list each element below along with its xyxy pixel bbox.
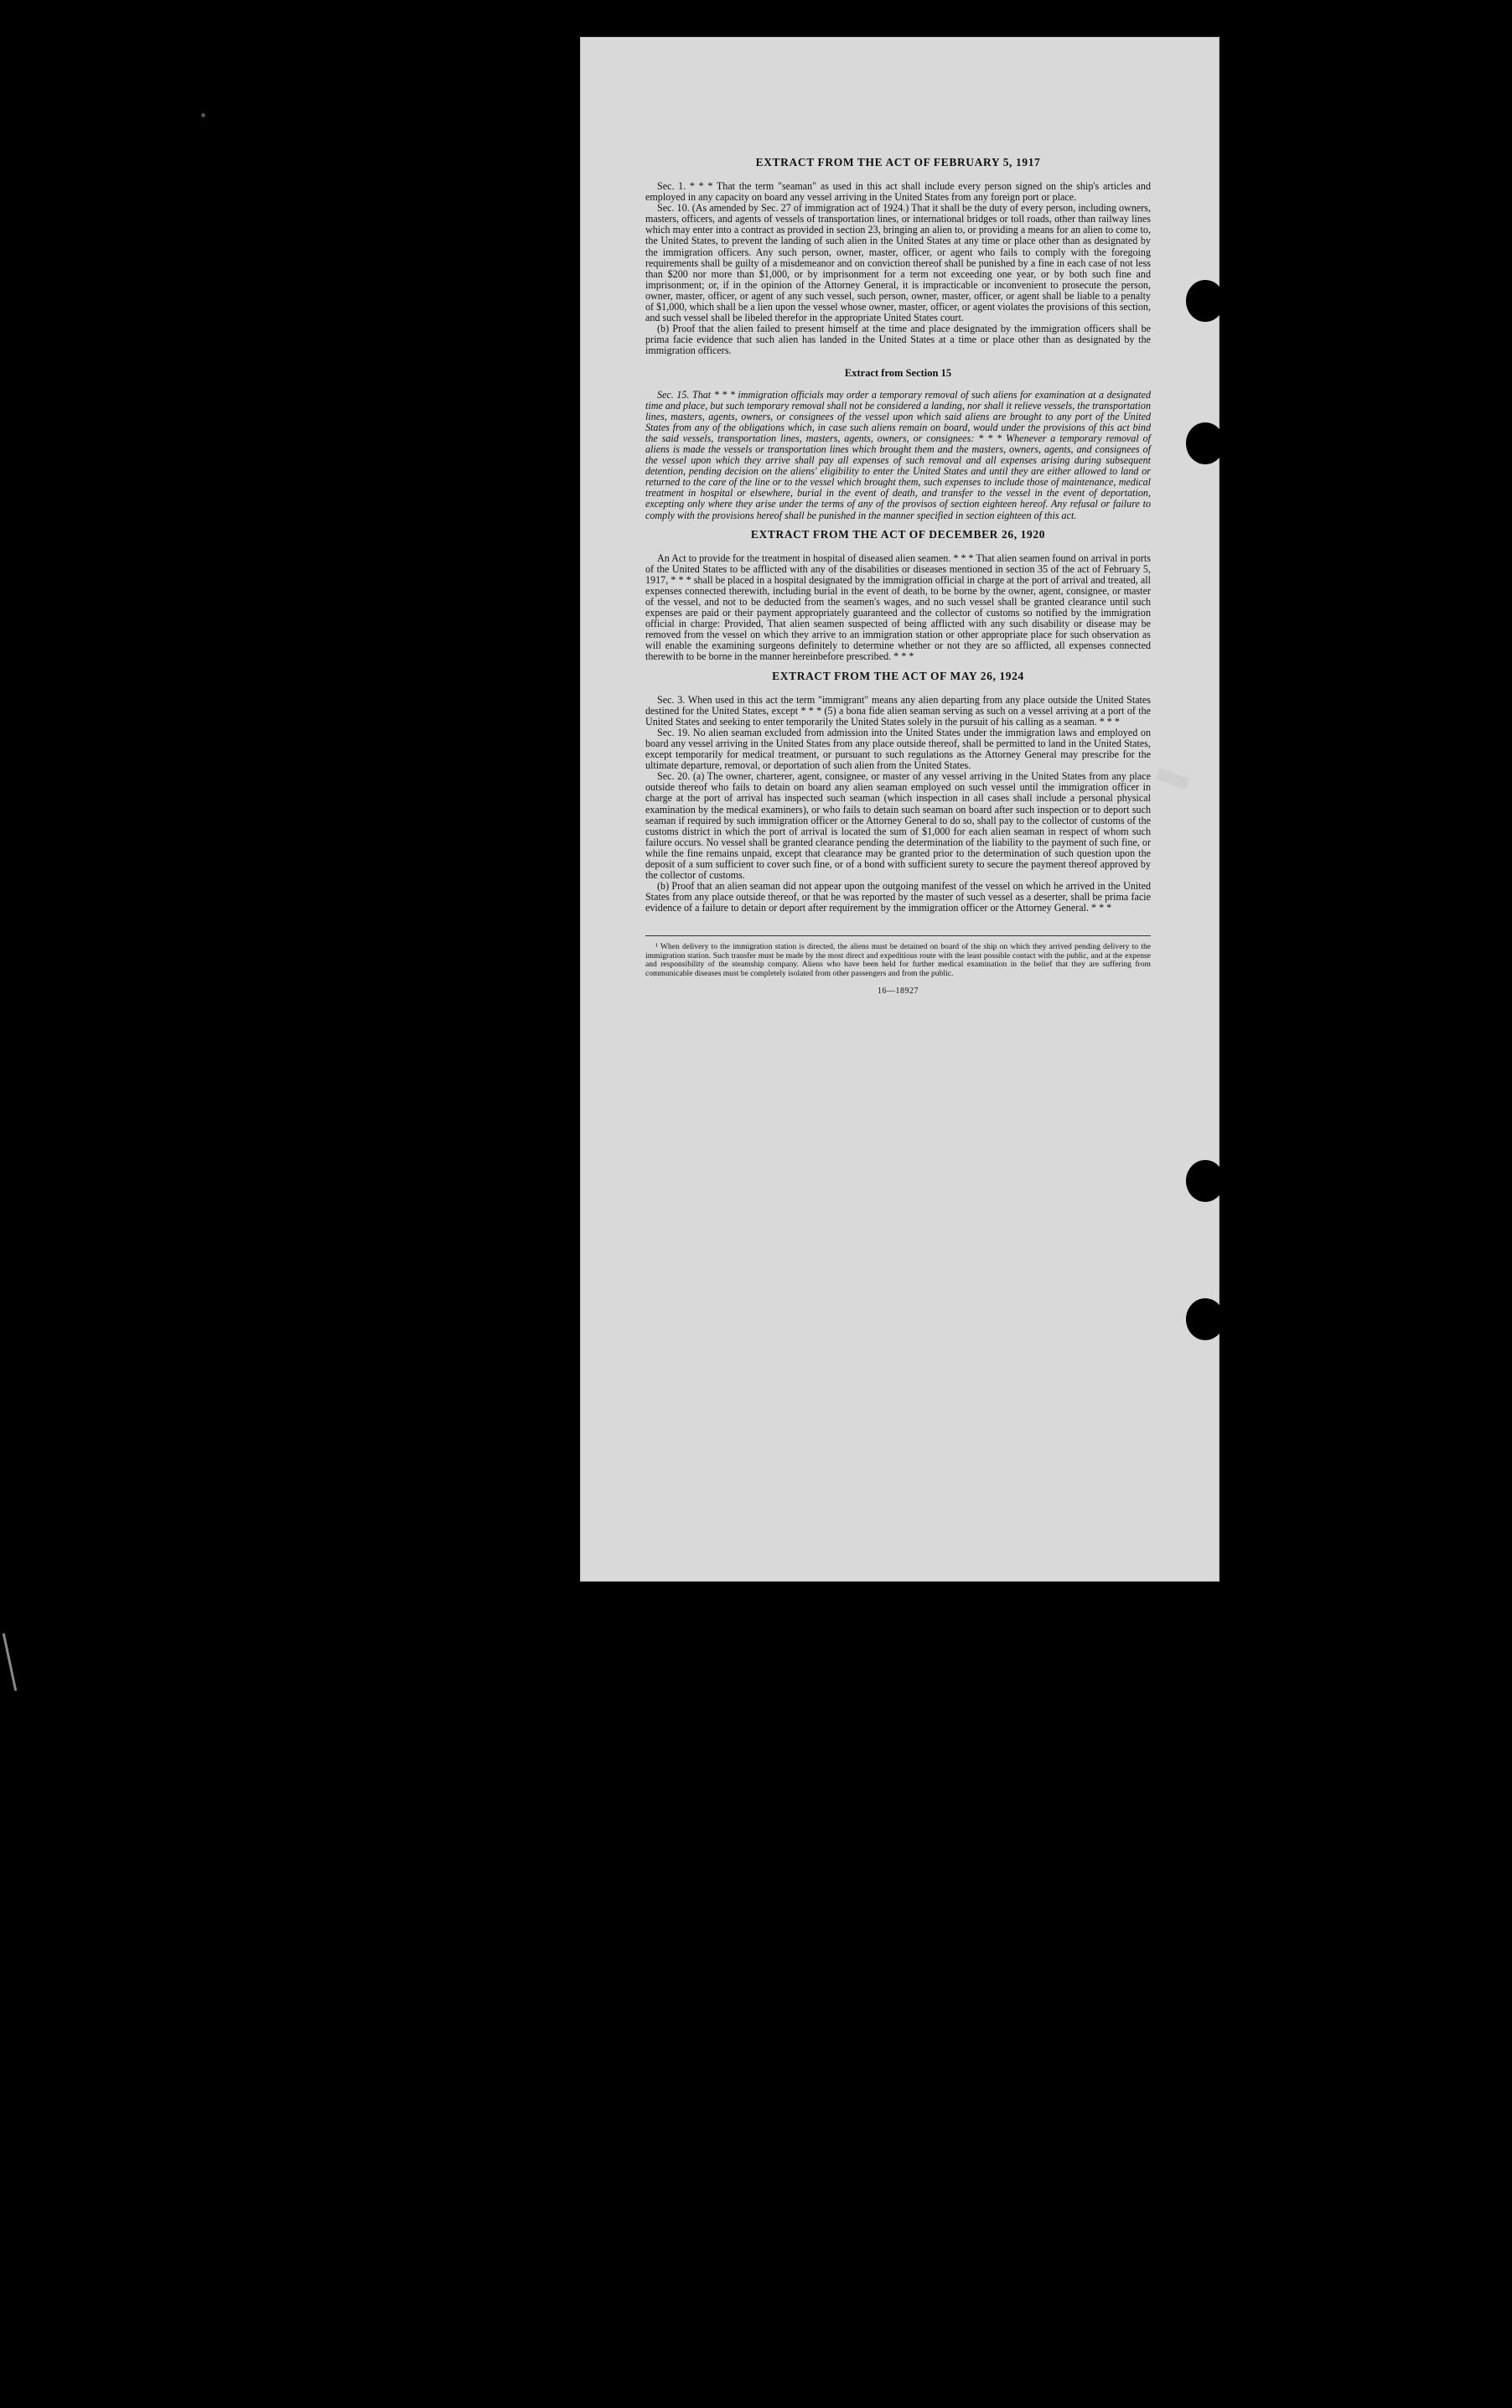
section-paragraph: Sec. 1. * * * That the term "seaman" as used in this act shall include every person signed on the ship's articles and employed in any capacity on board any vessel arriving in the United States from any foreign port or place.: [645, 180, 1151, 204]
document-page: [580, 37, 1219, 1582]
punch-hole: [1186, 1160, 1225, 1202]
section-paragraph: (b) Proof that an alien seaman did not appear upon the outgoing manifest of the vessel on which he arrived in the United States from any place outside thereof, or that he was reported by the master of such vessel as a deserter, shall be prima facie evidence of a failure to detain or deport after requirement by the immigration officer or the Attorney General. * * *: [645, 880, 1151, 914]
section-paragraph: Sec. 3. When used in this act the term "immigrant" means any alien departing from any place outside the United States destined for the United States, except * * * (5) a bona fide alien seaman serving as such on a vessel arriving at a port of the United States and seeking to enter temporarily the United States solely in the pursuit of his calling as a seaman. * * *: [645, 693, 1151, 728]
section-paragraph: Sec. 20. (a) The owner, charterer, agent, consignee, or master of any vessel arriving in the United States from any place outside thereof who fails to detain on board any alien seaman employed on such vessel until the immigration officer in charge at the port of arrival has inspected such seaman (which inspection in all cases shall include a personal physical examination by the medical examiners), or who fails to detain such seaman on board after such inspection or to deport such seaman if required by such immigration officer or the Attorney General to do so, shall pay to the collector of customs of the customs district in which the port of arrival is located the sum of $1,000 for each alien seaman in respect of whom such failure occurs. No vessel shall be granted clearance pending the determination of the liability to the payment of such fine, or while the fine remains unpaid, except that clearance may be granted prior to the determination of such question upon the deposit of a sum sufficient to cover such fine, or of a bond with sufficient surety to secure the payment thereof approved by the collector of customs.: [645, 770, 1151, 882]
footnote-divider: [645, 935, 1151, 936]
document-section: [645, 670, 1151, 914]
section-paragraph: (b) Proof that the alien failed to present himself at the time and place designated by the immigration officers shall be prima facie evidence that such alien has landed in the United States at a time or place other than as designated by the immigration officers.: [645, 323, 1151, 357]
section-paragraph: An Act to provide for the treatment in hospital of diseased alien seamen. * * * That alien seamen found on arrival in ports of the United States to be afflicted with any of the disabilities or diseases mentioned in section 35 of the act of February 5, 1917, * * * shall be placed in a hospital designated by the immigration official in charge at the port of arrival and treated, all expenses connected therewith, including burial in the event of death, to be borne by the owner, agent, consignee, or master of the vessel, and not to be deducted from the seamen's wages, and no such vessel shall be granted clearance until such expenses are paid or their payment appropriately guaranteed and the collector of customs so notified by the immigration official in charge: Provided, That alien seamen suspected of being afflicted with any such disability or disease may be removed from the vessel on which they arrive to an immigration station or other appropriate place for such observation as will enable the examining surgeons definitely to determine whether or not they are so afflicted, all expenses connected therewith to be borne in the manner hereinbefore prescribed. * * *: [645, 552, 1151, 663]
section-paragraph: Sec. 10. (As amended by Sec. 27 of immigration act of 1924.) That it shall be the duty of every person, including owners, masters, officers, and agents of vessels of transportation lines, or international bridges or toll roads, other than railway lines which may enter into a contract as provided in section 23, bringing an alien to, or providing a means for an alien to come to, the United States, to prevent the landing of such alien in the United States at any time or place other than as designated by the immigration officers. Any such person, owner, master, officer, or agent who fails to comply with the foregoing requirements shall be guilty of a misdemeanor and on conviction thereof shall be punished by a fine in each case of not less than $200 nor more than $1,000, or by imprisonment for a term not exceeding one year, or by both such fine and imprisonment; or, if in the opinion of the Attorney General, it is impracticable or inconvenient to prosecute the person, owner, master, officer, or agent of any such vessel, such person, owner, master, officer, or agent shall be liable to a penalty of $1,000, which shall be a lien upon the vessel whose owner, master, officer, or agent violates the provisions of this section, and such vessel shall be libeled therefor in the appropriate United States court.: [645, 202, 1151, 324]
footnote: ¹ When delivery to the immigration station is directed, the aliens must be detained on board of the ship on which they arrived pending delivery to the immigration station. Such transfer must be made by the most direct and expeditious route with the least possible contact with the public, and at the expense and responsibility of the steamship company. Aliens who have been held for further medical examination in the belief that they are suffering from communicable diseases must be completely isolated from other passengers and from the public.: [645, 942, 1151, 978]
section-heading: EXTRACT FROM THE ACT OF FEBRUARY 5, 1917: [755, 156, 1041, 168]
document-section: [645, 367, 1151, 521]
punch-hole: [1186, 422, 1225, 464]
section-paragraph: Sec. 19. No alien seaman excluded from admission into the United States under the immigration laws and employed on board any vessel arriving in the United States from any place outside thereof, shall be permitted to land in the United States, except temporarily for medical treatment, or pursuant to such regulations as the Attorney General may prescribe for the ultimate departure, removal, or deportation of such alien from the United States.: [645, 726, 1151, 772]
scan-speck: [201, 113, 205, 117]
section-heading: EXTRACT FROM THE ACT OF MAY 26, 1924: [772, 669, 1024, 682]
scan-streak: [3, 1633, 17, 1691]
print-code: 16—18927: [878, 987, 919, 997]
punch-hole: [1186, 1298, 1225, 1340]
document-section: [645, 156, 1151, 357]
document-body: [645, 156, 1151, 914]
section-heading: EXTRACT FROM THE ACT OF DECEMBER 26, 1920: [750, 527, 1046, 541]
section-subheading: Extract from Section 15: [844, 366, 952, 379]
document-section: [645, 528, 1151, 663]
punch-hole: [1186, 280, 1225, 322]
section-paragraph: Sec. 15. That * * * immigration officials may order a temporary removal of such aliens for examination at a designated time and place, but such temporary removal shall not be considered a landing, nor shall it relieve vessels, the transportation lines, masters, agents, owners, or consignees of the vessel upon which said aliens are brought to any port of the United States from any of the obligations which, in case such aliens remain on board, would under the provisions of this act bind the said vessels, transportation lines, masters, agents, owners, or consignees: * * * Whenever a temporary removal of aliens is made the vessels or transportation lines which brought them and the masters, owners, agents, and consignees of the vessel upon which they arrive shall pay all expenses of such removal and all expenses arising during subsequent detention, pending decision on the aliens' eligibility to enter the United States and until they are either allowed to land or returned to the care of the line or to the vessel which brought them, such expenses to include those of maintenance, medical treatment in hospital or elsewhere, burial in the event of death, and transfer to the vessel in the event of deportation, excepting only where they arise under the terms of any of the provisos of section eighteen hereof. Any refusal or failure to comply with the provisions hereof shall be punished in the manner specified in section eighteen of this act.: [645, 388, 1151, 521]
